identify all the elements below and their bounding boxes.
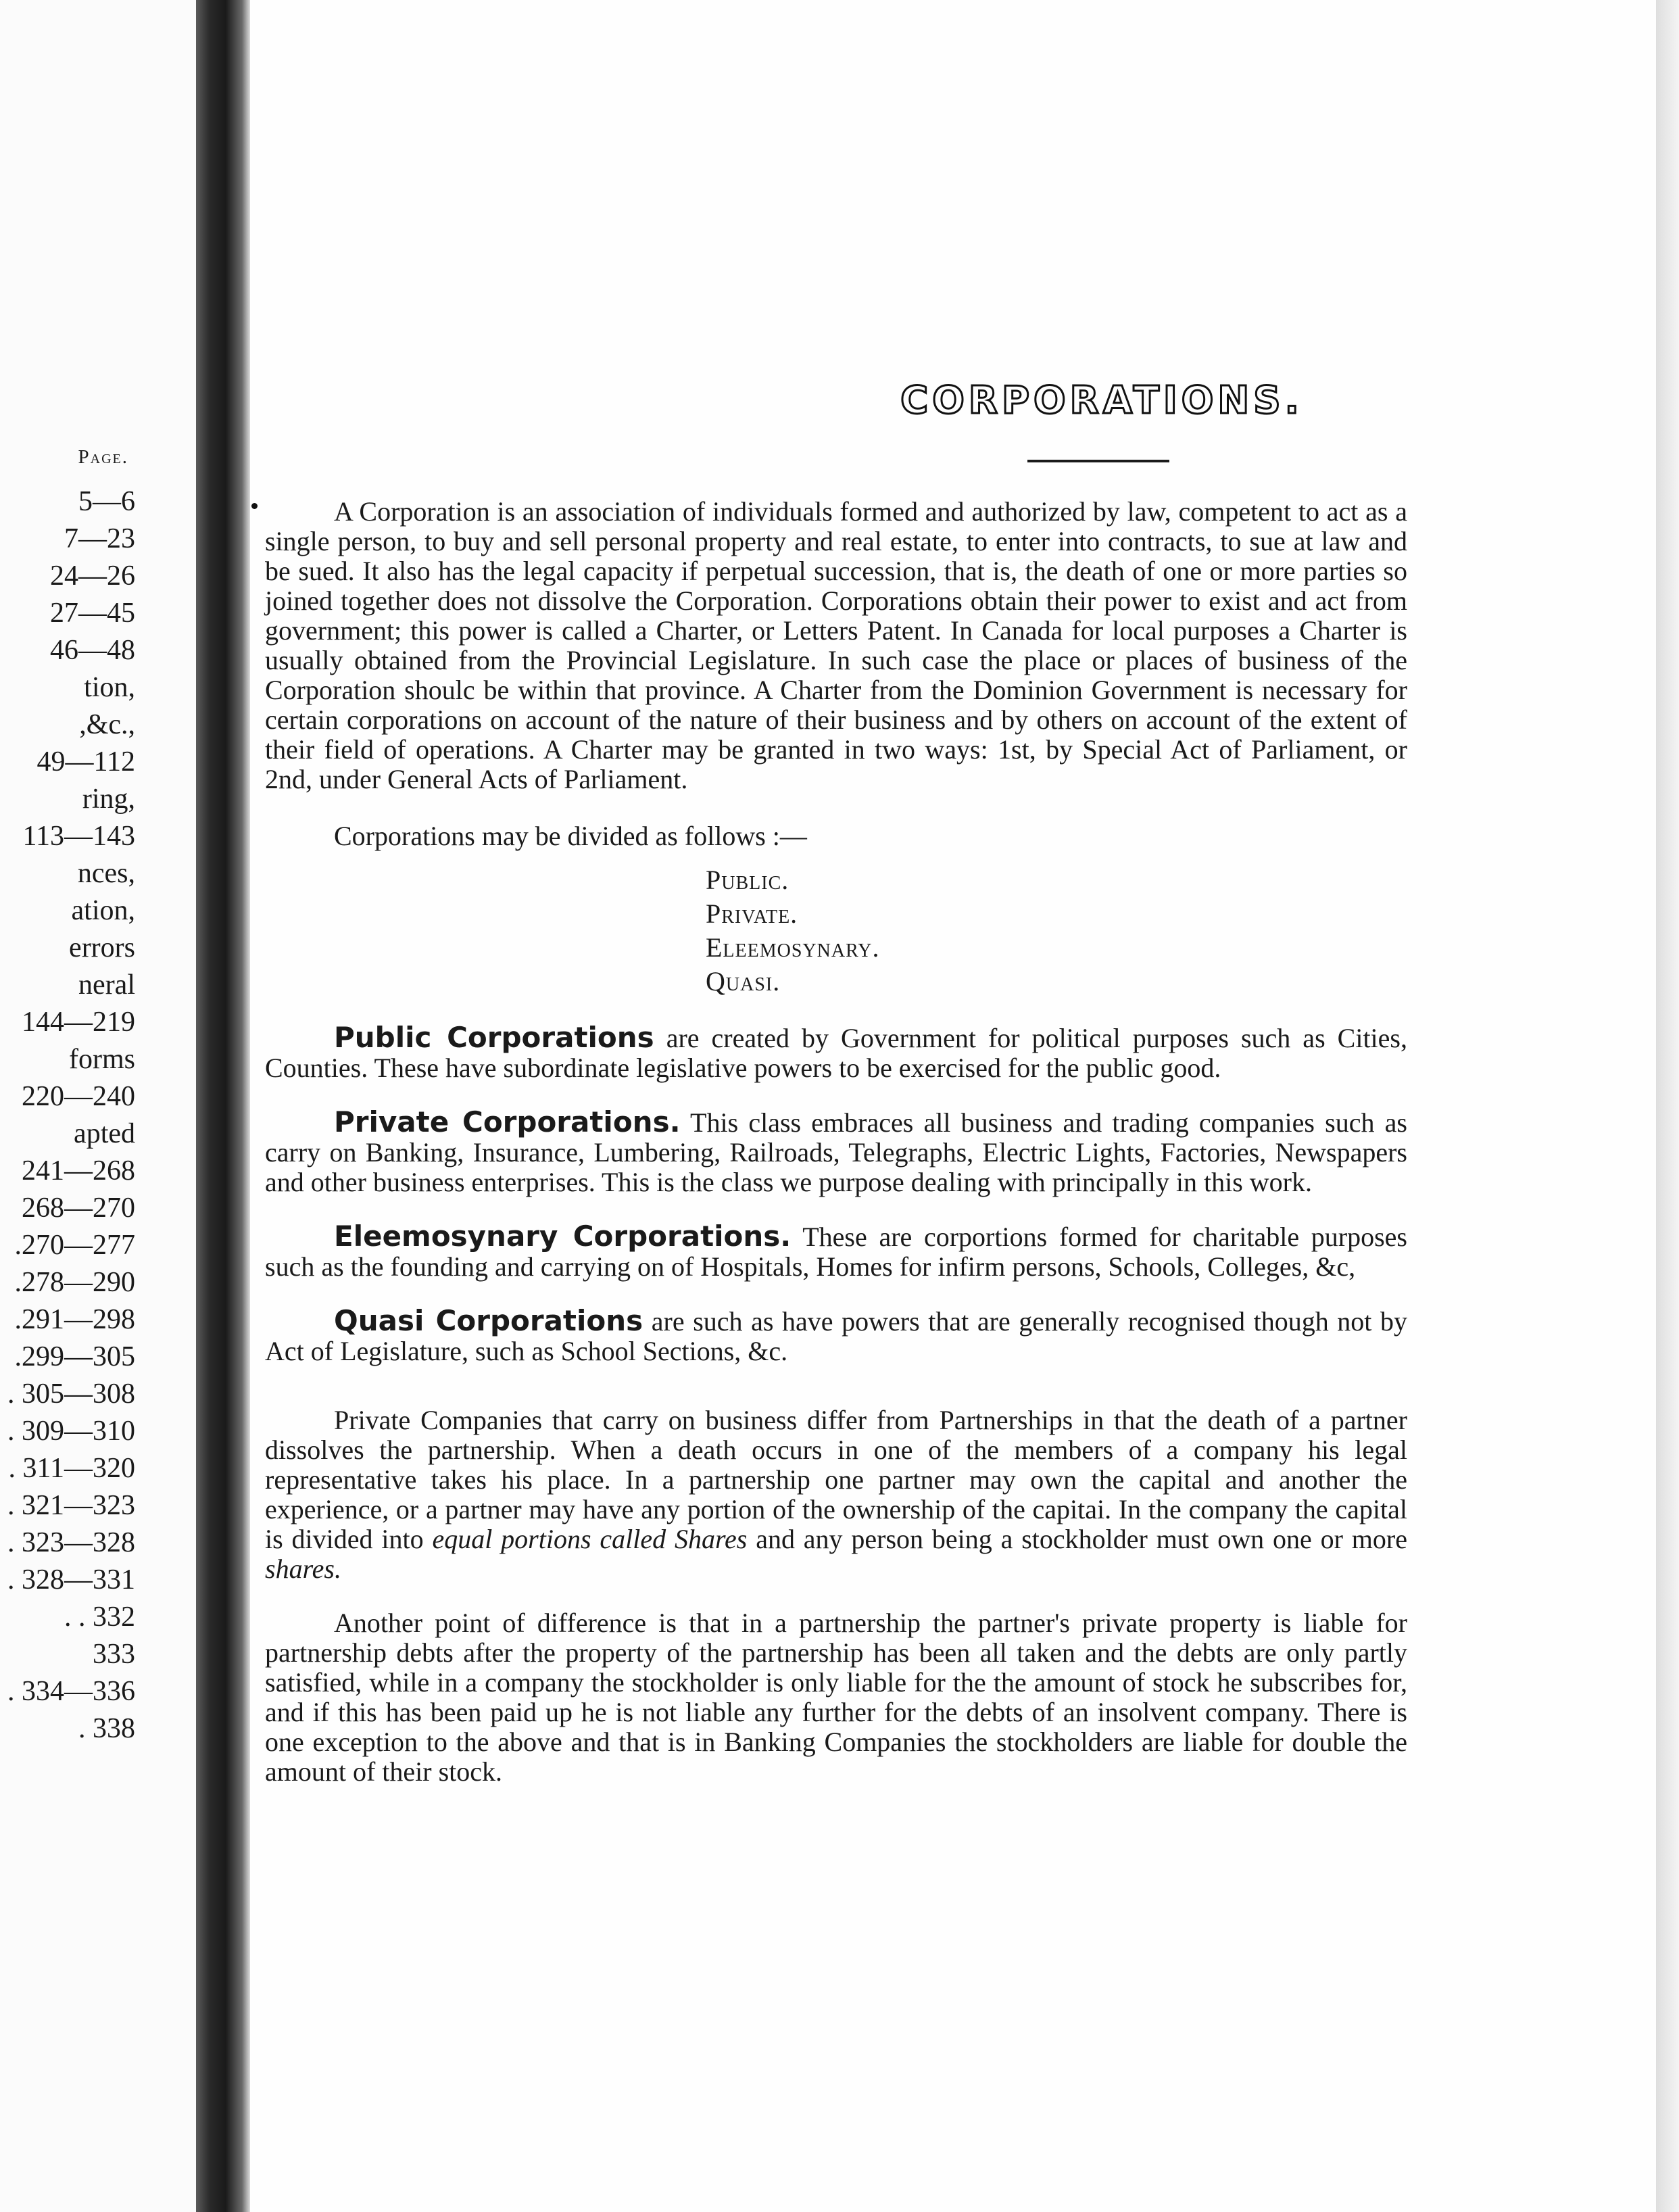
quasi-corporations-paragraph <box>265 1306 1407 1366</box>
division-item: Private. <box>706 898 798 929</box>
companies-text-2: and any person being a stockholder must own one or more <box>747 1524 1407 1554</box>
index-entry: 5—6 <box>78 486 135 517</box>
index-entry: . . 332 <box>64 1602 135 1633</box>
index-entry: 113—143 <box>22 821 135 852</box>
division-item: Eleemosynary. <box>706 932 880 963</box>
public-corporations-heading: Public Corporations <box>334 1021 654 1054</box>
facing-page-index <box>0 0 196 2212</box>
page-title: CORPORATIONS. <box>900 379 1303 423</box>
division-list <box>265 863 1407 999</box>
index-entry: 333 <box>93 1639 135 1670</box>
index-entry: 46—48 <box>50 635 135 666</box>
margin-dot <box>251 503 258 509</box>
index-entry: 241—268 <box>22 1155 135 1186</box>
index-entry: .291—298 <box>14 1304 135 1335</box>
index-entry: 220—240 <box>22 1081 135 1112</box>
companies-paragraph <box>265 1405 1407 1584</box>
index-entry: ring, <box>82 784 135 815</box>
book-gutter <box>196 0 250 2212</box>
index-entry: ation, <box>71 895 135 926</box>
public-corporations-text: are created by Government for political purposes such as Cities, Counties. These have subordinate legislative powers to be exercised for the public good. <box>265 1023 1407 1083</box>
difference-paragraph: Another point of difference is that in a partnership the partner's private property is liable for partnership debts after the property of the partnership has been all taken and the debts are only partly satisfied, while in a company the stockholder is only liable for the the amount of stock he subscribes for, and if this has been paid up he is not liable any further for the debts of an insolvent company. There is one exception to the above and that is in Banking Companies the stockholders are liable for double the amount of their stock. <box>265 1608 1407 1787</box>
index-entry: tion, <box>84 672 135 703</box>
quasi-corporations-heading: Quasi Corporations <box>334 1304 643 1337</box>
index-entry: . 311—320 <box>8 1453 135 1484</box>
private-corporations-heading: Private Corporations. <box>334 1105 681 1138</box>
index-entry: . 334—336 <box>7 1676 135 1707</box>
index-entry: 7—23 <box>64 523 135 554</box>
division-item: Quasi. <box>706 966 781 996</box>
private-corporations-text: This class embraces all business and trading companies such as carry on Banking, Insurance, Lumbering, Railroads, Telegraphs, Electric Lights, Factories, Newspapers and other business enterprises. This is the class we purpose dealing with principally in this work. <box>265 1107 1407 1197</box>
index-entry: forms <box>69 1044 135 1075</box>
quasi-corporations-text: are such as have powers that are generally recognised though not by Act of Legislature, such as School Sections, &c. <box>265 1306 1408 1366</box>
index-entry: . 338 <box>78 1713 135 1744</box>
index-entry: . 323—328 <box>7 1527 135 1558</box>
division-item: Public. <box>706 865 789 895</box>
page-edge-shadow <box>1656 0 1679 2212</box>
index-entry: apted <box>74 1118 135 1149</box>
index-entry: neral <box>78 969 135 1001</box>
index-entry: . 309—310 <box>7 1416 135 1447</box>
companies-text-1: Private Companies that carry on business differ from Partnerships in that the death of a partner dissolves the partnership. When a death occurs in one of the members of a company his legal representative takes his place. In a partnership one partner may own the capital and another the experience, or a partner may have any portion of the ownership of the capitai. In the company the capital is divided into <box>265 1405 1407 1554</box>
index-entry: 49—112 <box>36 746 135 777</box>
division-intro: Corporations may be divided as follows :— <box>334 821 807 851</box>
index-entry: nces, <box>77 858 135 889</box>
index-entry: 268—270 <box>22 1193 135 1224</box>
index-entry: .270—277 <box>14 1230 135 1261</box>
index-entry: . 328—331 <box>7 1564 135 1595</box>
index-entry: 27—45 <box>50 598 135 629</box>
index-page-list <box>0 483 135 1748</box>
index-page-header: Page. <box>78 446 128 468</box>
index-entry: errors <box>69 932 135 963</box>
page-body <box>265 497 1407 1787</box>
index-entry: . 305—308 <box>7 1378 135 1410</box>
index-entry: . 321—323 <box>7 1490 135 1521</box>
index-entry: .278—290 <box>14 1267 135 1298</box>
index-entry: 24—26 <box>50 560 135 592</box>
eleemosynary-corporations-text: These are corportions formed for charitable purposes such as the founding and carrying on of Hospitals, Homes for infirm persons, Schools, Colleges, &c, <box>265 1222 1407 1282</box>
index-entry: 144—219 <box>22 1007 135 1038</box>
title-rule <box>1027 460 1169 462</box>
index-entry: ,&c., <box>79 709 135 740</box>
companies-emphasis-2: shares. <box>265 1554 341 1584</box>
public-corporations-paragraph <box>265 1023 1407 1083</box>
index-entry: .299—305 <box>14 1341 135 1372</box>
private-corporations-paragraph <box>265 1107 1407 1197</box>
eleemosynary-corporations-paragraph <box>265 1222 1407 1282</box>
companies-emphasis-1: equal portions called Shares <box>432 1524 748 1554</box>
eleemosynary-corporations-heading: Eleemosynary Corporations. <box>334 1220 792 1253</box>
intro-paragraph: A Corporation is an association of individuals formed and authorized by law, competent to act as a single person, to buy and sell personal property and real estate, to enter into contracts, to sue at law and be sued. It also has the legal capacity if perpetual succession, that is, the death of one or more parties so joined together does not dissolve the Corporation. Corporations obtain their power to exist and act from government; this power is called a Charter, or Letters Patent. In Canada for local purposes a Charter is usually obtained from the Provincial Legislature. In such case the place or places of business of the Corporation shoulc be within that province. A Charter from the Dominion Government is necessary for certain corporations on account of the nature of their business and by others on account of the extent of their field of operations. A Charter may be granted in two ways: 1st, by Special Act of Parliament, or 2nd, under General Acts of Parliament. <box>265 496 1407 794</box>
